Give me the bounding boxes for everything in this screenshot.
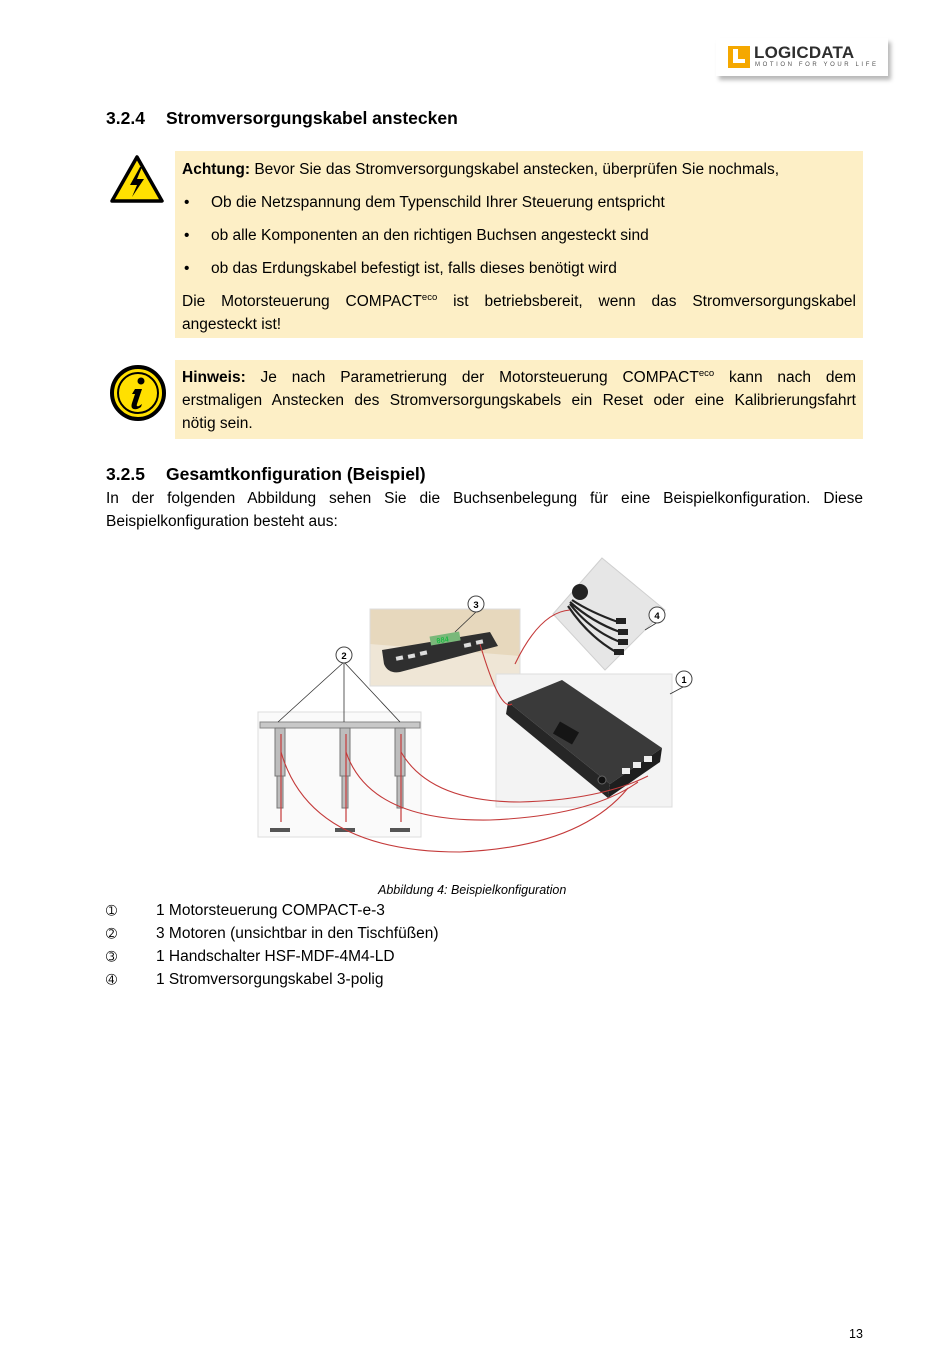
power-cable-image xyxy=(553,558,665,670)
svg-text:2: 2 xyxy=(341,651,347,662)
warning-closing-line1: Die Motorsteuerung $COMPACT^{eco}$ ist betriebsbereit, wenn das Stromversorgungskabel xyxy=(182,292,857,310)
warning-lead xyxy=(182,158,856,181)
section-title: Stromversorgungskabel anstecken xyxy=(166,108,458,128)
section-number: 3.2.4 xyxy=(106,108,145,128)
figure-caption: Abbildung 4: Beispielkonfiguration xyxy=(378,883,567,897)
warning-bullet: • ob alle Komponenten an den richtigen Buchsen angesteckt sind xyxy=(182,224,856,247)
control-box-image xyxy=(496,674,672,807)
hint-notice xyxy=(175,360,863,439)
figure-legend xyxy=(106,902,606,997)
logo-name: LOGICDATA xyxy=(754,43,855,62)
warning-bullet: • Ob die Netzspannung dem Typenschild Ihrer Steuerung entspricht xyxy=(182,191,856,214)
information-icon xyxy=(109,364,167,422)
table-legs-image xyxy=(258,712,421,837)
logicdata-logo-mark-icon xyxy=(728,46,750,68)
callout-1 xyxy=(676,671,692,687)
warning-bullet: • ob das Erdungskabel befestigt ist, falls dieses benötigt wird xyxy=(182,257,856,280)
warning-lead-text: Bevor Sie das Stromversorgungskabel anstecken, überprüfen Sie nochmals, xyxy=(250,161,780,178)
svg-text:1: 1 xyxy=(681,675,687,686)
callout-3 xyxy=(468,596,484,612)
high-voltage-warning-icon xyxy=(110,155,164,203)
configuration-figure xyxy=(250,552,700,872)
hint-label: Hinweis: xyxy=(182,369,246,386)
logo-tagline: MOTION FOR YOUR LIFE xyxy=(755,62,879,68)
legend-item: ➁ 3 Motoren (unsichtbar in den Tischfüßen) xyxy=(106,925,439,942)
intro-line1: In der folgenden Abbildung sehen Sie die Buchsenbelegung für eine Beispielkonfiguration. Diese xyxy=(106,490,863,507)
section-intro xyxy=(106,487,863,533)
svg-text:3: 3 xyxy=(473,600,479,611)
svg-text:4: 4 xyxy=(654,611,660,622)
section-heading-325 xyxy=(106,464,426,485)
section-heading-324 xyxy=(106,108,458,129)
section-title: Gesamtkonfiguration (Beispiel) xyxy=(166,464,426,484)
handset-display-text: 084 xyxy=(435,635,450,646)
warning-label: Achtung: xyxy=(182,161,251,178)
callout-4 xyxy=(649,607,665,623)
intro-line2: Beispielkonfiguration besteht aus: xyxy=(106,513,338,530)
legend-item: ➃ 1 Stromversorgungskabel 3-polig xyxy=(106,971,384,988)
legend-item: ➀ 1 Motorsteuerung COMPACT-e-3 xyxy=(106,902,385,919)
callout-2 xyxy=(336,647,352,663)
legend-item: ➂ 1 Handschalter HSF-MDF-4M4-LD xyxy=(106,948,395,965)
hint-line3: nötig sein. xyxy=(182,415,253,432)
section-number: 3.2.5 xyxy=(106,464,145,484)
hint-line2: erstmaligen Anstecken des Stromversorgungskabels ein Reset oder eine Kalibrierungsfahrt xyxy=(182,392,856,409)
warning-closing-line2: angesteckt ist! xyxy=(182,316,282,333)
warning-notice xyxy=(175,151,863,338)
logicdata-logo xyxy=(716,38,888,76)
hint-line1: Hinweis: Je nach Parametrierung der Motorsteuerung $COMPACT^{eco}$ kann nach dem xyxy=(182,368,856,386)
page-number: 13 xyxy=(849,1327,863,1341)
